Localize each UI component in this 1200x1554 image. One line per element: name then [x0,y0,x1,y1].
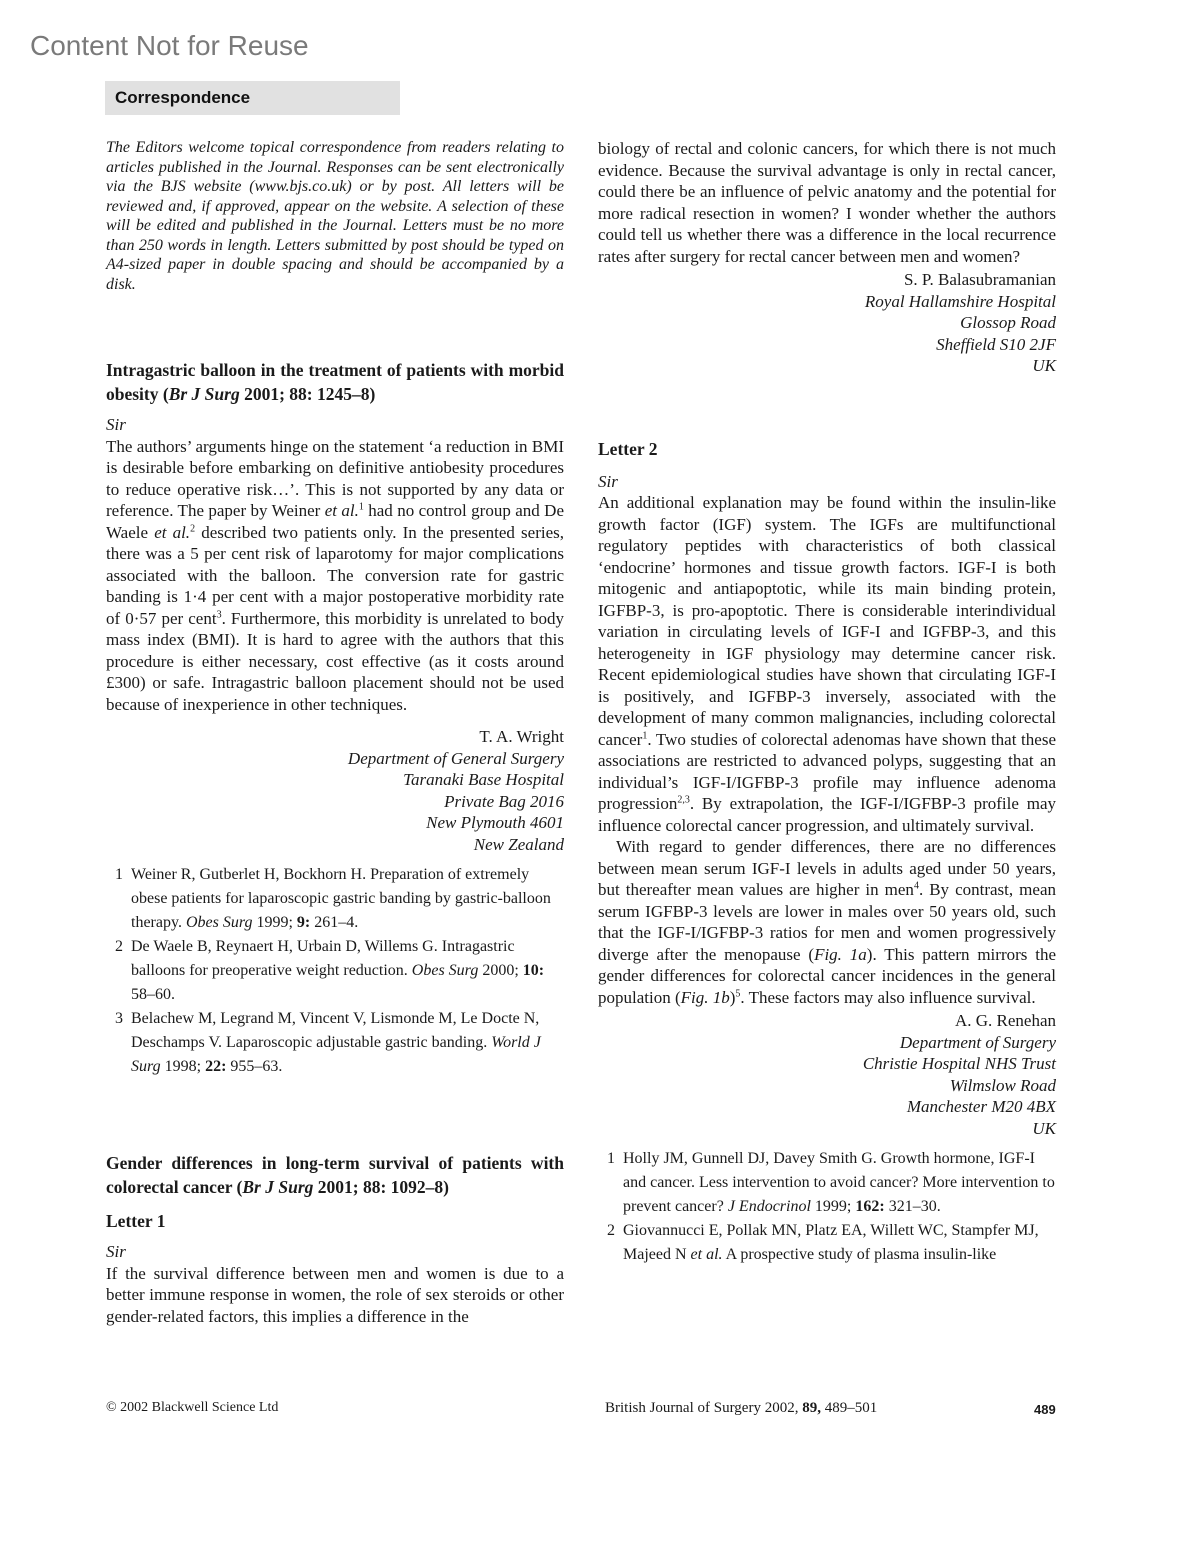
letter1-body-start: If the survival difference between men and women is due to a better immune response in women, the role of sex steroids or other gender-related factors, this implies a difference in the [106,1263,564,1326]
article1-etal-2: et al. [154,522,191,542]
article2-title-text: Gender differences in long-term survival of patients with colorectal cancer ( [106,1153,564,1197]
reference-number: 2 [115,938,123,955]
article1-affiliation-line: Private Bag 2016 [444,791,564,811]
letter2-p1-part3: . By extrapolation, the IGF-I/IGFBP-3 profile may influence colorectal cancer progression, and ultimately survival. [598,794,1056,835]
letter2-affiliation-line: Department of Surgery [899,1032,1056,1052]
letter2-heading: Letter 2 [598,438,658,459]
reference-journal: World J Surg [131,1034,541,1075]
letter1-salutation: Sir [106,1242,126,1261]
reference-volume: 162: [855,1198,885,1215]
reference-journal: Obes Surg [185,914,253,931]
figure-reference: Fig. 1b [680,987,730,1007]
article1-author: T. A. Wright [479,727,564,746]
reference-text: Holly JM, Gunnell DJ, Davey Smith G. Growth hormone, IGF-I and cancer. Less intervention to avoid cancer? More intervention to prevent cancer? [623,1150,1055,1215]
letter2-paragraph-1 [598,492,1056,836]
letter2-affiliation-line: Manchester M20 4BX [906,1097,1056,1116]
letter1-affiliation-line: UK [1032,356,1056,375]
article1-body-part4: . Furthermore, this morbidity is unrelated to body mass index (BMI). It is hard to agree with the authors that this procedure is either necessary, cost effective (as it costs around £300) or safe. Intragastric balloon placement should not be used because of inexperience in other techniques. [106,608,564,714]
reference-year: 1999; [810,1198,856,1215]
editors-intro: The Editors welcome topical correspondence from readers relating to articles published in the Journal. Responses can be sent electronically via the BJS website (www.bjs.co.uk) or by post. All letters will be reviewed and, if approved, appear on the website. A selection of these will be edited and published in the Journal. Letters must be no more than 250 words in length. Letters submitted by post should be typed on A4-sized paper in double spacing and should be accompanied by a disk. [106,139,564,293]
article2-title [106,1151,564,1199]
reference-volume: 22: [205,1058,227,1075]
letter2-p1-part2: . Two studies of colorectal adenomas have shown that these associations are restricted to advanced polyps, suggesting that an individual’s IGF-I/IGFBP-3 profile may influence adenoma progression [598,729,1056,813]
reference-text: De Waele B, Reynaert H, Urbain D, Willems G. Intragastric balloons for preoperative weight reduction. [131,938,515,979]
article1-affiliation-line: Department of General Surgery [347,748,564,768]
figure-reference: Fig. 1a [814,944,867,964]
letter2-ref-sup: 1 [642,729,648,741]
article1-body-part1: The authors’ arguments hinge on the statement ‘a reduction in BMI is desirable before embarking on definitive antiobesity procedures to reduce operative risk…’. This is not supported by any data or reference. The paper by Weiner [106,436,564,520]
reference-text: Giovannucci E, Pollak MN, Platz EA, Willett WC, Stampfer MJ, Majeed N [623,1222,1039,1263]
article1-title [106,358,564,406]
section-title: Correspondence [115,88,251,107]
reference-pages: 321–30. [884,1198,941,1215]
letter2-affiliation-line: Wilmslow Road [949,1075,1056,1095]
letter2-references [598,1147,1056,1267]
footer-pages: 489–501 [820,1400,878,1416]
reference-item [106,863,564,935]
article1-affiliation-line: New Zealand [473,834,564,854]
reference-year: 2000; [478,962,523,979]
reference-text: Belachew M, Legrand M, Vincent V, Lismonde M, Le Docte N, Deschamps V. Laparoscopic adjustable gastric banding. [131,1010,540,1051]
letter1-body-continued: biology of rectal and colonic cancers, for which there is not much evidence. Because the survival advantage is only in rectal cancer, could there be an influence of pelvic anatomy and the potential for more radical resection in women? I wonder whether the authors could tell us whether there was a difference in the local recurrence rates after surgery for rectal cancer between men and women? [598,139,1056,266]
reference-item [106,935,564,1007]
letter2-p2-part5: . These factors may also influence survival. [740,987,1036,1007]
article1-signature [106,726,564,855]
article1-ref-sup-1: 1 [358,501,364,513]
letter2-author: A. G. Renehan [954,1011,1056,1030]
article1-title-citation: 2001; 88: 1245–8) [239,384,376,404]
section-header-bar [105,81,400,115]
letter1-signature [598,269,1056,377]
article1-etal-1: et al. [324,501,359,520]
letter2-p2-part1: With regard to gender differences, there are no differences between mean serum IGF-I levels in adults aged under 50 years, but thereafter mean values are higher in men [598,837,1056,899]
article1-ref-sup-2: 2 [190,522,196,534]
article1-references [106,863,564,1079]
article1-salutation: Sir [106,415,126,434]
letter1-affiliation-line: Royal Hallamshire Hospital [864,291,1056,311]
reference-pages: 955–63. [226,1058,283,1075]
letter2-affiliation-line: UK [1032,1118,1056,1138]
reference-item [598,1219,1056,1267]
letter2-ref-sup: 4 [913,880,919,892]
article1-affiliation-line: Taranaki Base Hospital [403,770,564,789]
footer-journal [605,1400,877,1417]
watermark: Content Not for Reuse [30,30,309,61]
letter1-author: S. P. Balasubramanian [903,270,1056,289]
reference-number: 2 [607,1222,615,1239]
letter2-p2-part3: ). This pattern mirrors the gender differences for colorectal cancer incidences in the general population ( [598,944,1056,1007]
page-number: 489 [1034,1402,1056,1417]
letter2-salutation: Sir [598,471,618,491]
reference-year: A prospective study of plasma insulin-like [722,1246,997,1263]
letter2-ref-sup: 2,3 [677,794,690,806]
letter2-p2-part2: . By contrast, mean serum IGFBP-3 levels are lower in males over 50 years old, such that the IGF-I/IGFBP-3 ratios for men and women progressively diverge after the menopause ( [598,880,1056,964]
letter1-heading: Letter 1 [106,1211,166,1231]
reference-number: 1 [115,866,123,883]
reference-year: 1999; [252,914,297,931]
reference-number: 3 [115,1010,123,1027]
article2-title-citation: 2001; 88: 1092–8) [313,1177,449,1197]
letter2-ref-sup: 5 [735,987,741,999]
article1-affiliation-line: New Plymouth 4601 [426,813,564,832]
footer-volume: 89, [802,1400,821,1416]
letter2-affiliation-line: Christie Hospital NHS Trust [862,1054,1056,1073]
reference-number: 1 [607,1150,615,1167]
footer-copyright: © 2002 Blackwell Science Ltd [106,1400,279,1415]
right-column [598,138,1056,1267]
letter1-affiliation-line: Glossop Road [960,313,1056,332]
article1-ref-sup-3: 3 [216,608,222,620]
article1-body-part3: described two patients only. In the presented series, there was a 5 per cent risk of laparotomy for major complications associated with the balloon. The conversion rate for gastric banding is 1·4 per cent with a major postoperative morbidity rate of 0·57 per cent [106,522,565,628]
footer-journal-name: British Journal of Surgery 2002, [605,1400,803,1416]
article1-title-journal: Br J Surg [168,384,240,404]
letter2-p2-part4: ) [729,987,736,1007]
article2-title-journal: Br J Surg [242,1177,314,1197]
letter2-p1-part1: An additional explanation may be found within the insulin-like growth factor (IGF) system. The IGFs are multifunctional regulatory peptides with characteristics of both classical ‘endocrine’ hormones and tissue growth factors. IGF-I is both mitogenic and antiapoptotic, while its main binding protein, IGFBP-3, is pro-apoptotic. There is considerable interindividual variation in circulating levels of IGF-I and IGFBP-3, and this heterogeneity in IGF physiology may determine cancer risk. Recent epidemiological studies have shown that circulating IGF-I is positively, and IGFBP-3 inversely, associated with the development of many common malignancies, including colorectal cancer [598,493,1056,749]
article1-title-text: Intragastric balloon in the treatment of patients with morbid obesity ( [106,360,564,404]
left-column [106,138,564,1327]
reference-journal: Obes Surg [411,962,479,979]
letter2-signature [598,1010,1056,1139]
letter1-affiliation-line: Sheffield S10 2JF [936,334,1056,354]
reference-journal: J Endocrinol [727,1198,811,1215]
reference-item [106,1007,564,1079]
article1-body [106,436,564,716]
letter2-paragraph-2 [598,836,1056,1008]
reference-journal: et al. [690,1246,723,1263]
reference-volume: 10: [522,962,545,979]
reference-pages: 58–60. [131,986,175,1003]
reference-pages: 261–4. [310,914,359,931]
reference-volume: 9: [296,914,311,931]
reference-item [598,1147,1056,1219]
reference-year: 1998; [160,1058,206,1075]
article1-body-part2: had no control group and De Waele [106,501,565,542]
reference-text: Weiner R, Gutberlet H, Bockhorn H. Preparation of extremely obese patients for laparoscopic gastric banding by gastric-balloon therapy. [131,866,551,931]
